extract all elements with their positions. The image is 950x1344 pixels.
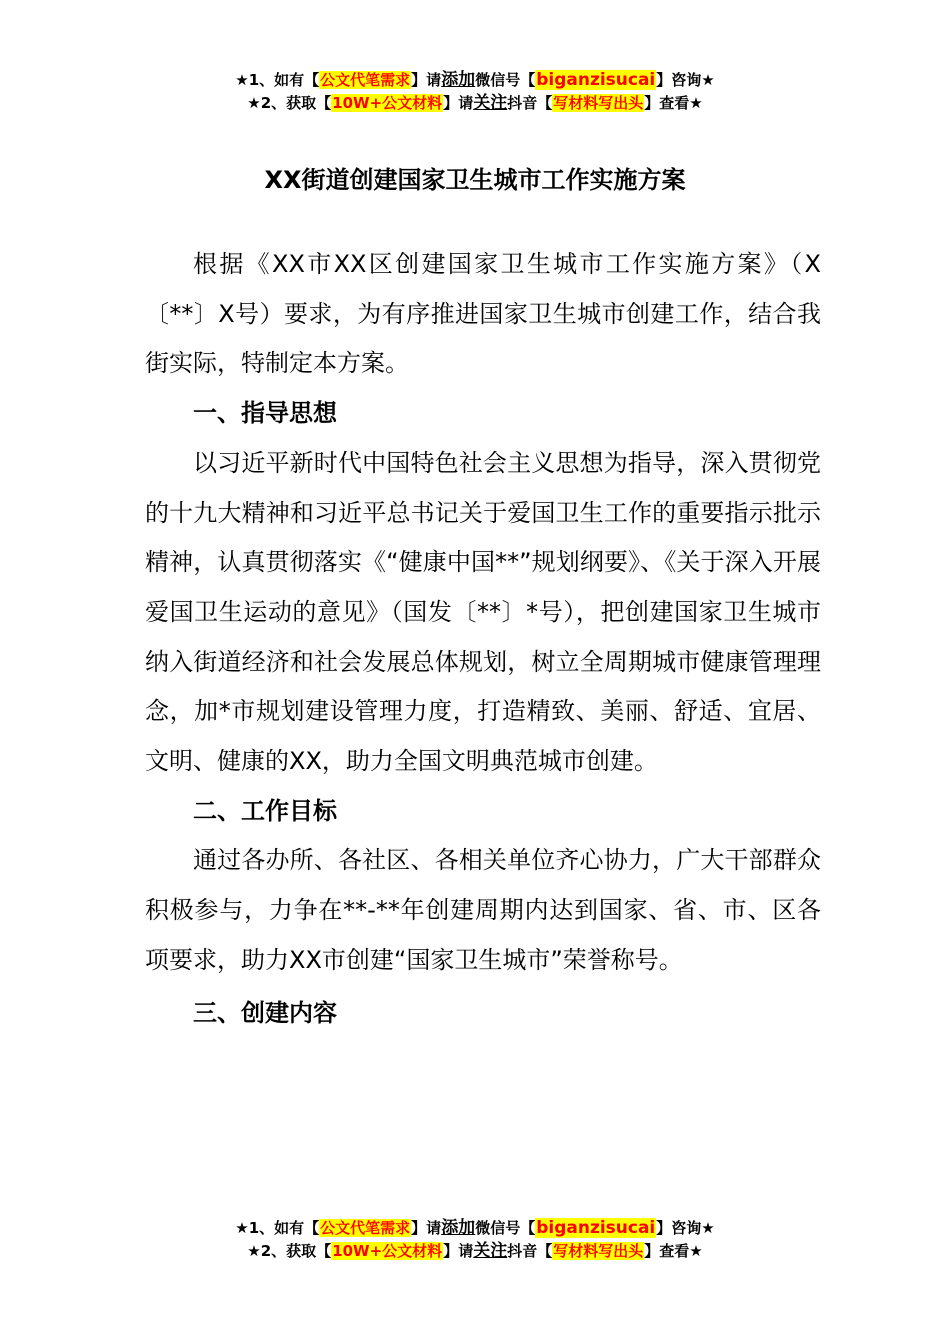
section-heading-guiding-ideology: 一、指导思想 — [193, 399, 337, 428]
promo-text: 微信号【 — [475, 1219, 536, 1237]
section-heading-content: 三、创建内容 — [193, 998, 337, 1027]
promo-line-1 — [0, 69, 950, 92]
promo-line-2 — [0, 92, 950, 115]
promo-highlight-douyin: 写材料写出头 — [553, 1242, 644, 1260]
document-title: XX街道创建国家卫生城市工作实施方案 — [264, 166, 686, 194]
promo-text: ★2、获取【 — [247, 94, 332, 112]
promo-text: 】请 — [443, 1242, 474, 1260]
promo-underline: 添加 — [441, 70, 476, 90]
promo-highlight: 公文代笔需求 — [320, 1219, 411, 1237]
promo-text: 】查看★ — [644, 1242, 703, 1260]
promo-highlight-wechat: biganzisucai — [536, 70, 656, 90]
document-body — [145, 240, 821, 1038]
promo-text: 微信号【 — [475, 71, 536, 89]
promo-line-1 — [0, 1217, 950, 1240]
promo-text: ★1、如有【 — [235, 1219, 320, 1237]
promo-highlight-douyin: 写材料写出头 — [553, 94, 644, 112]
section-paragraph-guiding-ideology: 以习近平新时代中国特色社会主义思想为指导，深入贯彻党的十九大精神和习近平总书记关于爱国卫生工作的重要指示批示精神，认真贯彻落实《“健康中国**”规划纲要》、《关于深入开展爱国卫生运动的意见》（国发〔**〕*号），把创建国家卫生城市纳入街道经济和社会发展总体规划，树立全周期城市健康管理理念，加*市规划建设管理力度，打造精致、美丽、舒适、宜居、文明、健康的XX，助力全国文明典范城市创建。 — [145, 448, 821, 776]
promo-text: 】咨询★ — [656, 71, 715, 89]
section-heading-goals: 二、工作目标 — [193, 796, 337, 825]
promo-highlight: 公文代笔需求 — [320, 71, 411, 89]
section-paragraph-goals: 通过各办所、各社区、各相关单位齐心协力，广大干部群众积极参与，力争在**-**年创建周期内达到国家、省、市、区各项要求，助力XX市创建“国家卫生城市”荣誉称号。 — [145, 846, 821, 974]
promo-text: 】请 — [411, 1219, 442, 1237]
promo-banner-bottom — [0, 1217, 950, 1263]
intro-paragraph: 根据《XX市XX区创建国家卫生城市工作实施方案》（X〔**〕X号）要求，为有序推进国家卫生城市创建工作，结合我街实际，特制定本方案。 — [145, 250, 821, 378]
promo-underline: 关注 — [473, 1241, 508, 1261]
promo-text: 】咨询★ — [656, 1219, 715, 1237]
promo-highlight: 10W+公文材料 — [332, 1242, 443, 1260]
promo-banner-top — [0, 69, 950, 115]
promo-text: 】请 — [443, 94, 474, 112]
promo-text: 抖音【 — [507, 94, 553, 112]
promo-text: ★2、获取【 — [247, 1242, 332, 1260]
promo-underline: 关注 — [473, 93, 508, 113]
promo-highlight-wechat: biganzisucai — [536, 1218, 656, 1238]
promo-text: 】查看★ — [644, 94, 703, 112]
promo-text: 】请 — [411, 71, 442, 89]
promo-text: ★1、如有【 — [235, 71, 320, 89]
promo-highlight: 10W+公文材料 — [332, 94, 443, 112]
promo-underline: 添加 — [441, 1218, 476, 1238]
promo-text: 抖音【 — [507, 1242, 553, 1260]
promo-line-2 — [0, 1240, 950, 1263]
